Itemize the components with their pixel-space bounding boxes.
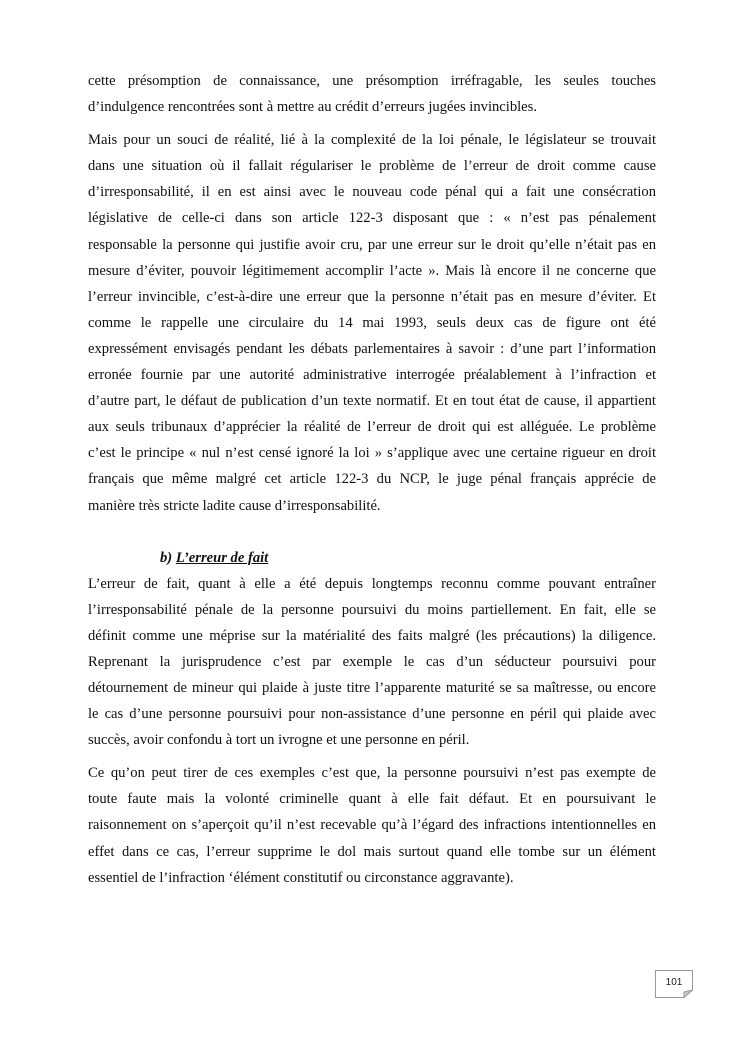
text-line: comme le rappelle une circulaire du 14 mai 1993, seuls deux cas de figure ont été (88, 314, 656, 331)
text-line: succès, avoir confondu à tort un ivrogne et une personne en péril. (88, 732, 470, 749)
section-a-body (88, 68, 656, 519)
paragraph (88, 68, 656, 120)
text-line: mesure d’éviter, pouvoir légitimement accomplir l’acte ». Mais là encore il ne concerne que (88, 262, 656, 279)
heading-title: L’erreur de fait (175, 549, 269, 566)
text-line: l’erreur invincible, c’est-à-dire une erreur que la personne n’était pas en mesure d’éviter. Et (88, 288, 656, 305)
paragraph (88, 760, 656, 890)
text-line: d’indulgence rencontrées sont à mettre au crédit d’erreurs jugées invincibles. (88, 99, 537, 116)
text-line: définit comme une méprise sur la matérialité des faits malgré (les précautions) la diligence. (88, 627, 656, 644)
text-line: c’est le principe « nul n’est censé ignoré la loi » s’applique avec une certaine rigueur en droit (88, 445, 656, 462)
text-line: expressément envisagés pendant les débats parlementaires à savoir : d’une part l’information (88, 340, 656, 357)
text-line: erronée fournie par une autorité administrative interrogée préalablement à l’infraction et (88, 367, 656, 384)
section-b-body (88, 571, 656, 891)
heading-prefix: b) (160, 549, 176, 566)
page-number: 101 (665, 977, 683, 988)
text-line: le cas d’une personne poursuivi pour non-assistance d’une personne en péril qui plaide avec (88, 706, 656, 723)
text-line: d’autre part, le défaut de publication d’un texte normatif. Et en tout état de cause, il appartient (88, 393, 656, 410)
text-line: toute faute mais la volonté criminelle quant à elle fait défaut. Et en poursuivant le (88, 791, 656, 808)
text-line: détournement de mineur qui plaide à juste titre l’apparente maturité se sa maîtresse, ou encore (88, 679, 656, 696)
page-number-box (655, 970, 693, 998)
text-line: Reprenant la jurisprudence c’est par exemple le cas d’un séducteur poursuivi pour (88, 653, 656, 670)
text-line: dans une situation où il fallait régulariser le problème de l’erreur de droit comme cause (88, 158, 656, 175)
text-line: Mais pour un souci de réalité, lié à la complexité de la loi pénale, le législateur se trouvait (88, 132, 656, 149)
paragraph (88, 571, 656, 754)
text-line: Ce qu’on peut tirer de ces exemples c’est que, la personne poursuivi n’est pas exempte de (88, 765, 656, 782)
text-line: d’irresponsabilité, il en est ainsi avec le nouveau code pénal qui a fait une consécration (88, 184, 656, 201)
text-line: responsable la personne qui justifie avoir cru, par une erreur sur le droit qu’elle n’était pas en (88, 236, 656, 253)
section-heading (88, 545, 656, 571)
text-line: législative de celle-ci dans son article 122-3 disposant que : « n’est pas pénalement (88, 210, 656, 227)
text-line: l’irresponsabilité pénale de la personne poursuivi du moins partiellement. En fait, elle se (88, 601, 656, 618)
text-line: aux seuls tribunaux d’apprécier la réalité de l’erreur de droit qui est alléguée. Le problème (88, 419, 656, 436)
document-page (88, 68, 656, 898)
text-line: manière très stricte ladite cause d’irresponsabilité. (88, 497, 381, 514)
text-line: cette présomption de connaissance, une présomption irréfragable, les seules touches (88, 73, 656, 89)
text-line: essentiel de l’infraction ‘élément constitutif ou circonstance aggravante). (88, 869, 514, 886)
text-line: effet dans ce cas, l’erreur supprime le dol mais surtout quand elle tombe sur un élément (88, 843, 656, 860)
text-line: L’erreur de fait, quant à elle a été depuis longtemps reconnu comme pouvant entraîner (88, 575, 656, 592)
text-line: français que même malgré cet article 122-3 du NCP, le juge pénal français apprécie de (88, 471, 656, 488)
text-line: raisonnement on s’aperçoit qu’il n’est recevable qu’à l’égard des infractions intentionnelles en (88, 817, 656, 834)
paragraph (88, 127, 656, 518)
